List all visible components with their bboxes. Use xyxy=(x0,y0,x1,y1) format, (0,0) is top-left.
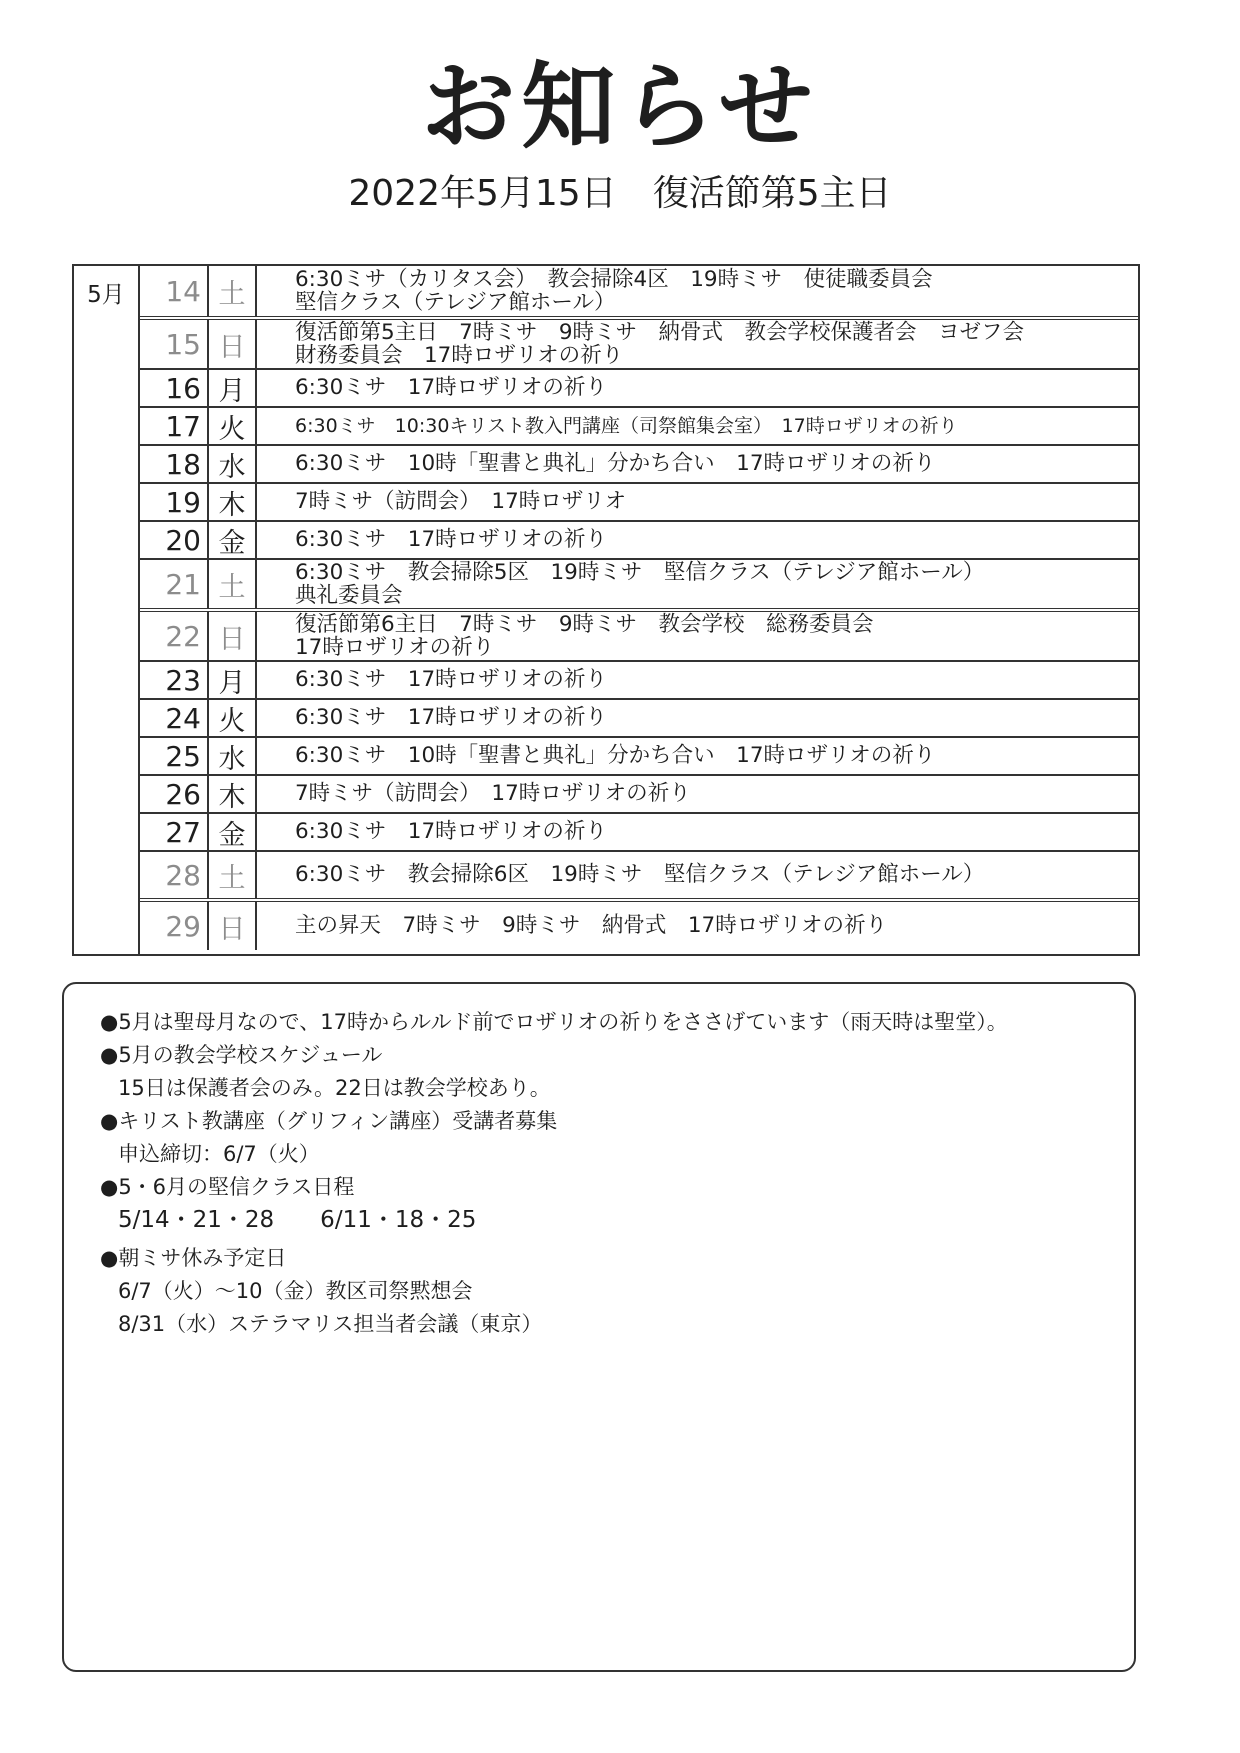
row-day: 16 xyxy=(140,370,209,406)
row-weekday: 土 xyxy=(209,266,257,316)
schedule-row xyxy=(140,774,1138,812)
row-day: 26 xyxy=(140,776,209,812)
notice-detail: 15日は保護者会のみ。22日は教会学校あり。 xyxy=(118,1076,551,1100)
row-weekday: 火 xyxy=(209,408,257,444)
event-line: 復活節第6主日 7時ミサ 9時ミサ 教会学校 総務委員会 xyxy=(295,611,874,637)
row-events xyxy=(257,700,1138,736)
row-day: 14 xyxy=(140,266,209,316)
notice-detail: 6/7（火）～10（金）教区司祭黙想会 xyxy=(118,1279,473,1303)
row-events xyxy=(257,408,1138,444)
schedule-row xyxy=(140,698,1138,736)
schedule-row xyxy=(140,316,1138,368)
row-day: 15 xyxy=(140,320,209,368)
event-line: 復活節第5主日 7時ミサ 9時ミサ 納骨式 教会学校保護者会 ヨゼフ会 xyxy=(295,319,1025,345)
row-weekday: 土 xyxy=(209,852,257,898)
row-day: 25 xyxy=(140,738,209,774)
row-weekday: 水 xyxy=(209,738,257,774)
notice-detail: 8/31（水）ステラマリス担当者会議（東京） xyxy=(118,1312,543,1336)
row-day: 24 xyxy=(140,700,209,736)
event-line: 6:30ミサ 10時「聖書と典礼」分かち合い 17時ロザリオの祈り xyxy=(295,743,936,769)
row-events xyxy=(257,522,1138,558)
row-day: 18 xyxy=(140,446,209,482)
event-line: 6:30ミサ 教会掃除5区 19時ミサ 堅信クラス（テレジア館ホール） xyxy=(295,559,985,585)
row-day: 28 xyxy=(140,852,209,898)
schedule-row xyxy=(140,898,1138,950)
row-weekday: 水 xyxy=(209,446,257,482)
notice-detail: 5/14・21・28 6/11・18・25 xyxy=(118,1207,477,1233)
event-line: 6:30ミサ 17時ロザリオの祈り xyxy=(295,527,607,553)
row-events xyxy=(257,320,1138,368)
row-weekday: 月 xyxy=(209,662,257,698)
row-weekday: 金 xyxy=(209,522,257,558)
page-subtitle: 2022年5月15日 復活節第5主日 xyxy=(348,173,892,214)
schedule-row xyxy=(140,406,1138,444)
row-events xyxy=(257,370,1138,406)
event-line: 7時ミサ（訪問会） 17時ロザリオ xyxy=(295,489,627,515)
month-label: 5月 xyxy=(74,266,140,954)
row-events xyxy=(257,266,1138,316)
row-events xyxy=(257,814,1138,850)
row-day: 17 xyxy=(140,408,209,444)
notice-detail: 申込締切：6/7（火） xyxy=(118,1142,320,1166)
row-day: 23 xyxy=(140,662,209,698)
page-title: お知らせ xyxy=(421,53,819,162)
schedule-table xyxy=(72,264,1140,956)
event-line: 主の昇天 7時ミサ 9時ミサ 納骨式 17時ロザリオの祈り xyxy=(295,913,888,939)
schedule-row xyxy=(140,368,1138,406)
schedule-row xyxy=(140,812,1138,850)
schedule-row xyxy=(140,444,1138,482)
row-events xyxy=(257,738,1138,774)
schedule-row xyxy=(140,482,1138,520)
event-line: 6:30ミサ 17時ロザリオの祈り xyxy=(295,375,607,401)
event-line: 6:30ミサ 10:30キリスト教入門講座（司祭館集会室） 17時ロザリオの祈り xyxy=(295,414,958,437)
row-events xyxy=(257,446,1138,482)
notice-heading: ●5・6月の堅信クラス日程 xyxy=(100,1175,355,1199)
event-line: 6:30ミサ 17時ロザリオの祈り xyxy=(295,819,607,845)
schedule-row xyxy=(140,520,1138,558)
notice-heading: ●5月の教会学校スケジュール xyxy=(100,1043,383,1067)
schedule-row xyxy=(140,660,1138,698)
row-weekday: 月 xyxy=(209,370,257,406)
row-events xyxy=(257,612,1138,660)
row-weekday: 日 xyxy=(209,320,257,368)
notice-heading: ●朝ミサ休み予定日 xyxy=(100,1246,287,1270)
row-weekday: 火 xyxy=(209,700,257,736)
notices-box xyxy=(62,982,1136,1672)
schedule-row xyxy=(140,266,1138,316)
schedule-row xyxy=(140,736,1138,774)
event-line: 6:30ミサ（カリタス会） 教会掃除4区 19時ミサ 使徒職委員会 xyxy=(295,266,933,292)
event-line: 財務委員会 17時ロザリオの祈り xyxy=(295,343,624,368)
event-line: 17時ロザリオの祈り xyxy=(295,635,495,660)
notice-heading: ●キリスト教講座（グリフィン講座）受講者募集 xyxy=(100,1109,558,1133)
schedule-row xyxy=(140,608,1138,660)
row-events xyxy=(257,776,1138,812)
event-line: 7時ミサ（訪問会） 17時ロザリオの祈り xyxy=(295,781,691,807)
row-events xyxy=(257,662,1138,698)
row-events xyxy=(257,852,1138,898)
event-line: 6:30ミサ 教会掃除6区 19時ミサ 堅信クラス（テレジア館ホール） xyxy=(295,862,985,888)
row-weekday: 日 xyxy=(209,902,257,950)
row-day: 29 xyxy=(140,902,209,950)
row-events xyxy=(257,902,1138,950)
schedule-row xyxy=(140,850,1138,898)
row-weekday: 土 xyxy=(209,560,257,608)
row-day: 27 xyxy=(140,814,209,850)
row-weekday: 日 xyxy=(209,612,257,660)
row-day: 20 xyxy=(140,522,209,558)
row-events xyxy=(257,560,1138,608)
event-line: 堅信クラス（テレジア館ホール） xyxy=(295,290,616,315)
row-day: 19 xyxy=(140,484,209,520)
event-line: 6:30ミサ 17時ロザリオの祈り xyxy=(295,667,607,693)
schedule-row xyxy=(140,558,1138,608)
row-events xyxy=(257,484,1138,520)
event-line: 6:30ミサ 10時「聖書と典礼」分かち合い 17時ロザリオの祈り xyxy=(295,451,936,477)
row-weekday: 木 xyxy=(209,484,257,520)
row-day: 22 xyxy=(140,612,209,660)
notice-heading: ●5月は聖母月なので、17時からルルド前でロザリオの祈りをささげています（雨天時は聖堂）。 xyxy=(100,1010,1008,1034)
event-line: 典礼委員会 xyxy=(295,583,403,608)
row-weekday: 金 xyxy=(209,814,257,850)
row-weekday: 木 xyxy=(209,776,257,812)
row-day: 21 xyxy=(140,560,209,608)
event-line: 6:30ミサ 17時ロザリオの祈り xyxy=(295,705,607,731)
